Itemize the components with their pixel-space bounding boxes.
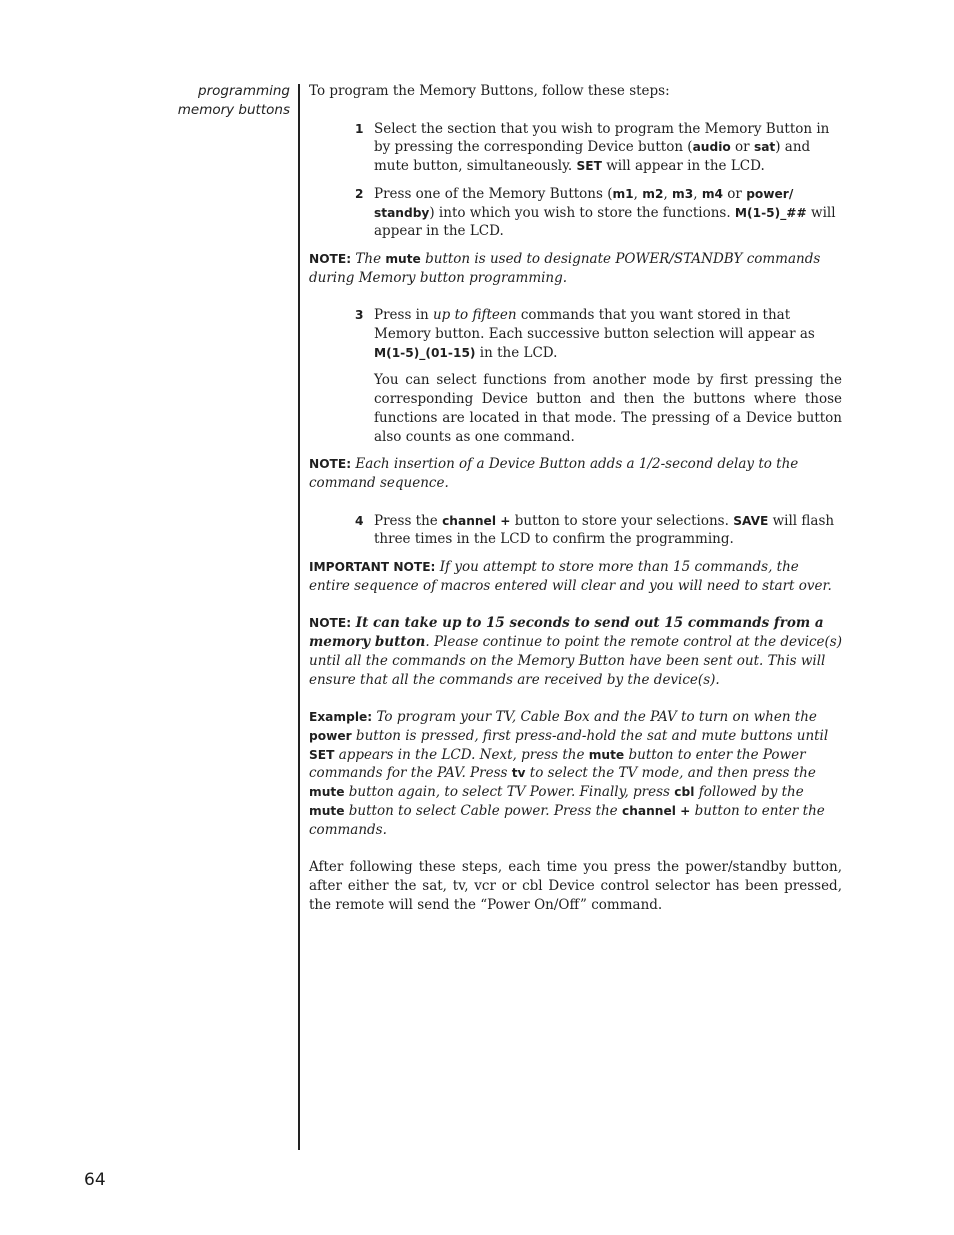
- button-name-tv: tv: [511, 766, 526, 781]
- lcd-text-code: M(1-5)_##: [734, 205, 807, 220]
- step-3: [309, 306, 842, 362]
- note-label: NOTE:: [309, 616, 352, 631]
- step-text: in the LCD.: [475, 344, 558, 361]
- step-text: Press one of the Memory Buttons (: [374, 185, 613, 202]
- separator: ,: [633, 185, 643, 202]
- example-text: To program your TV, Cable Box and the PAV to turn on when the: [372, 709, 817, 726]
- button-name-mute: mute: [309, 785, 345, 800]
- button-name-m2: m2: [642, 186, 664, 201]
- note-label: NOTE:: [309, 457, 352, 472]
- button-name-power: power: [309, 728, 352, 743]
- intro-paragraph: To program the Memory Buttons, follow these steps:: [309, 83, 670, 99]
- button-name-mute: mute: [588, 747, 625, 762]
- note-text: . Please continue to point the remote control at the device(s) until all the commands on the Memory Button have been sent out. This will ensure that all the commands are received by the device(s).: [309, 634, 842, 688]
- step-text: commands that you want stored in that Memory button. Each successive button selection will appear as: [374, 307, 815, 343]
- example-text: button again, to select TV Power. Finally, press: [344, 784, 675, 801]
- vertical-divider: [298, 84, 300, 1150]
- step-text: will appear in the LCD.: [601, 158, 765, 175]
- note-text: If you attempt to store more than 15 commands, the entire sequence of macros entered will clear and you will need to start over.: [309, 559, 832, 594]
- button-name-m4: m4: [701, 186, 724, 201]
- step-text: or: [723, 185, 747, 202]
- note-text: Each insertion of a Device Button adds a 1/2-second delay to the command sequence.: [309, 456, 799, 491]
- example-text: followed by the: [694, 784, 804, 801]
- note-text: The: [351, 250, 386, 267]
- step-number: 1: [355, 121, 364, 136]
- button-name-m1: m1: [612, 186, 634, 201]
- note-bold-text: It can take up to 15 seconds to send out 15 commands from a memory button: [309, 615, 824, 651]
- step-3-paragraph: You can select functions from another mode by first pressing the corresponding Device button and then the buttons where those functions are located in that mode. The pressing of a Device button also counts as one command.: [374, 372, 842, 445]
- button-name-mute: mute: [385, 251, 421, 266]
- example-text: to select the TV mode, and then press the: [525, 765, 816, 782]
- button-name-sat: sat: [753, 140, 776, 155]
- example-text: button is pressed, first press-and-hold the sat and mute buttons until: [351, 727, 829, 744]
- lcd-text-set: SET: [309, 747, 335, 762]
- page-number: 64: [84, 1170, 106, 1190]
- example-label: Example:: [309, 710, 373, 725]
- button-name-channel-plus: channel +: [621, 803, 691, 818]
- note-text: button is used to designate POWER/STANDBY commands during Memory button programming.: [309, 250, 821, 286]
- step-1: [309, 120, 842, 176]
- button-name-power-standby: power/ standby: [374, 186, 794, 220]
- note-1: [309, 250, 842, 287]
- note-label: IMPORTANT NOTE:: [309, 560, 436, 575]
- step-text: ) into which you wish to store the functions.: [429, 204, 735, 221]
- note-3: [309, 614, 842, 689]
- lcd-text-set: SET: [576, 159, 602, 174]
- step-4: [309, 512, 842, 549]
- example-text: button to enter the commands.: [309, 802, 825, 838]
- step-number: 3: [355, 308, 364, 323]
- step-text: will flash three times in the LCD to confirm the programming.: [374, 512, 835, 548]
- note-2: [309, 455, 842, 492]
- step-text: button to store your selections.: [510, 512, 734, 529]
- example-text: appears in the LCD. Next, press the: [334, 746, 589, 763]
- button-name-channel-plus: channel +: [442, 513, 511, 528]
- step-text: will appear in the LCD.: [374, 204, 836, 240]
- separator: ,: [663, 185, 673, 202]
- button-name-m3: m3: [672, 186, 694, 201]
- step-text: Press the: [374, 512, 443, 529]
- button-name-mute: mute: [309, 803, 345, 818]
- step-2: [309, 185, 842, 241]
- example-text: button to enter the Power commands for the PAV. Press: [309, 746, 806, 782]
- step-text: Press in: [374, 307, 433, 324]
- section-heading: [150, 82, 290, 120]
- step-text: ) and mute button, simultaneously.: [374, 139, 811, 175]
- main-content: [309, 82, 842, 914]
- emphasis-text: up to fifteen: [432, 307, 517, 324]
- section-heading-line2: memory buttons: [177, 102, 290, 118]
- example-text: button to select Cable power. Press the: [344, 802, 622, 819]
- example-paragraph: [309, 708, 842, 839]
- button-name-cbl: cbl: [674, 785, 695, 800]
- section-heading-line1: programming: [198, 83, 290, 99]
- closing-paragraph: After following these steps, each time you press the power/standby button, after either the sat, tv, vcr or cbl Device control selector has been pressed, the remote will send the “Power On/Off” command.: [309, 859, 842, 913]
- step-text: Select the section that you wish to program the Memory Button in by pressing the corresponding Device button (: [374, 120, 830, 156]
- important-note: [309, 558, 842, 595]
- note-label: NOTE:: [309, 251, 352, 266]
- button-name-audio: audio: [692, 140, 731, 155]
- separator: ,: [693, 185, 702, 202]
- lcd-text-code: M(1-5)_(01-15): [374, 345, 476, 360]
- lcd-text-save: SAVE: [733, 513, 769, 528]
- step-number: 4: [355, 513, 364, 528]
- step-number: 2: [355, 186, 364, 201]
- step-text: or: [730, 139, 754, 156]
